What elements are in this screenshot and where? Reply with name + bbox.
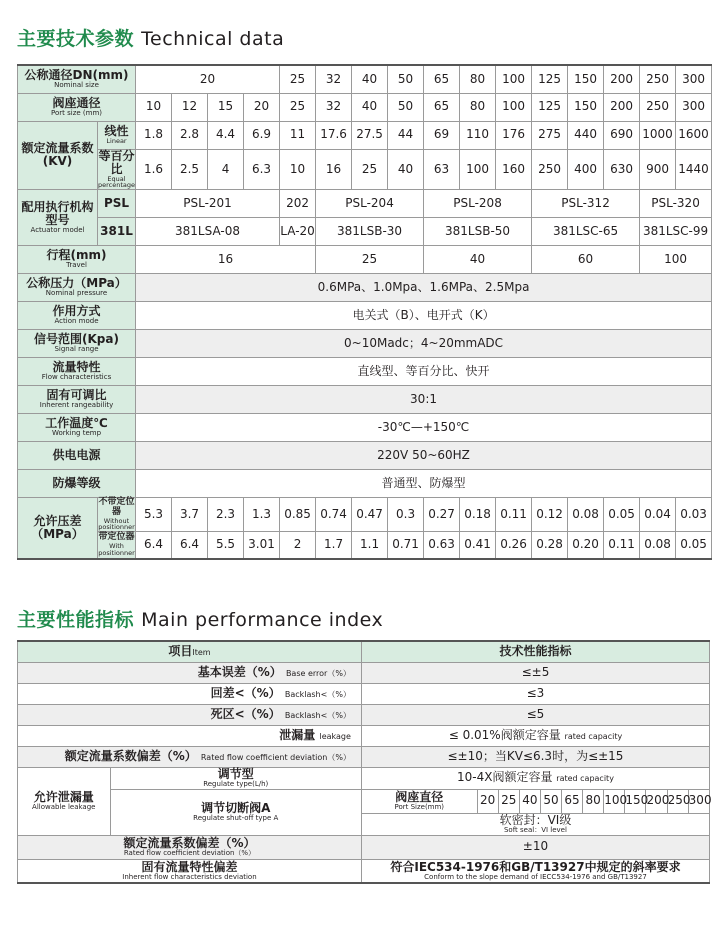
l381-row [18, 217, 712, 245]
port-cell: 125 [532, 93, 568, 121]
without-cell: 0.18 [460, 497, 496, 531]
actuator-label: 配用执行机构型号 Actuator model [18, 189, 98, 245]
linear-cell: 69 [424, 121, 460, 149]
seat-cell: 300 [688, 789, 709, 813]
perf-label: 基本误差（%） Base error（%） [18, 662, 362, 683]
linear-cell: 1.8 [136, 121, 172, 149]
explosion-row [18, 469, 712, 497]
psl-cell: PSL-201 [136, 189, 280, 217]
without-cell: 0.04 [640, 497, 676, 531]
leakage-label: 允许泄漏量 Allowable leakage [18, 767, 111, 835]
with-label: 带定位器 With positionner [98, 531, 136, 559]
travel-row [18, 245, 712, 273]
seat-row [18, 789, 710, 813]
power-row [18, 441, 712, 469]
l381-cell: 381LSC-65 [532, 217, 640, 245]
perf-value: ≤5 [361, 704, 709, 725]
with-cell: 0.63 [424, 531, 460, 559]
dn-cell: 20 [136, 65, 280, 93]
inherent-flow-label: 固有流量特性偏差 Inherent flow characteristics deviation [18, 859, 362, 883]
without-cell: 5.3 [136, 497, 172, 531]
equal-cell: 40 [388, 149, 424, 189]
seat-cell: 150 [625, 789, 646, 813]
equal-cell: 25 [352, 149, 388, 189]
rated-flow-row [18, 835, 710, 859]
temp-value: -30℃—+150℃ [136, 413, 712, 441]
equal-cell: 160 [496, 149, 532, 189]
temp-label: 工作温度℃ Working temp [18, 413, 136, 441]
header-spec: 技术性能指标 [361, 641, 709, 662]
dn-cell: 250 [640, 65, 676, 93]
port-cell: 50 [388, 93, 424, 121]
regulate-value: 10-4X阀额定容量 rated capacity [361, 767, 709, 789]
linear-cell: 2.8 [172, 121, 208, 149]
regulate-label: 调节型 Regulate type(L/h) [110, 767, 361, 789]
pressure-value: 0.6MPa、1.0Mpa、1.6MPa、2.5Mpa [136, 273, 712, 301]
with-cell: 0.11 [604, 531, 640, 559]
equal-cell: 6.3 [244, 149, 280, 189]
linear-cell: 176 [496, 121, 532, 149]
without-cell: 0.05 [604, 497, 640, 531]
equal-cell: 63 [424, 149, 460, 189]
signal-row [18, 329, 712, 357]
linear-cell: 690 [604, 121, 640, 149]
perf-value: ≤±10；当KV≤6.3时，为≤±15 [361, 746, 709, 767]
perf-label: 死区<（%） Backlash<（%） [18, 704, 362, 725]
with-cell: 5.5 [208, 531, 244, 559]
shutoff-label: 调节切断阀A Regulate shut-off type A [110, 789, 361, 835]
range-value: 30:1 [136, 385, 712, 413]
port-cell: 65 [424, 93, 460, 121]
dn-cell: 300 [676, 65, 712, 93]
linear-cell: 17.6 [316, 121, 352, 149]
inherent-flow-row [18, 859, 710, 883]
without-cell: 3.7 [172, 497, 208, 531]
dn-label: 公称通径DN(mm) Nominal size [18, 65, 136, 93]
psl-label: PSL [98, 189, 136, 217]
linear-cell: 275 [532, 121, 568, 149]
flow-row [18, 357, 712, 385]
without-positioner-row [18, 497, 712, 531]
perf-value: ≤ 0.01%阀额定容量 rated capacity [361, 725, 709, 746]
l381-cell: 381LSC-99 [640, 217, 712, 245]
explosion-value: 普通型、防爆型 [136, 469, 712, 497]
header-item: 项目Item [18, 641, 362, 662]
port-cell: 20 [244, 93, 280, 121]
without-cell: 0.11 [496, 497, 532, 531]
equal-cell: 630 [604, 149, 640, 189]
port-cell: 100 [496, 93, 532, 121]
equal-row [18, 149, 712, 189]
psl-cell: 202 [280, 189, 316, 217]
dn-cell: 40 [352, 65, 388, 93]
dn-row [18, 65, 712, 93]
temp-row [18, 413, 712, 441]
technical-data-table [17, 64, 712, 560]
equal-cell: 16 [316, 149, 352, 189]
dn-cell: 100 [496, 65, 532, 93]
perf-row [18, 683, 710, 704]
with-cell: 1.1 [352, 531, 388, 559]
without-cell: 0.27 [424, 497, 460, 531]
psl-cell: PSL-208 [424, 189, 532, 217]
perf-row [18, 725, 710, 746]
technical-data-title: 主要技术参数 Technical data [17, 28, 285, 50]
dn-cell: 125 [532, 65, 568, 93]
seat-cell: 250 [667, 789, 688, 813]
action-row [18, 301, 712, 329]
pressure-label: 公称压力（MPa） Nominal pressure [18, 273, 136, 301]
seat-cell: 200 [646, 789, 667, 813]
psl-cell: PSL-204 [316, 189, 424, 217]
linear-cell: 1000 [640, 121, 676, 149]
linear-cell: 11 [280, 121, 316, 149]
seat-label: 阀座直径 Port Size(mm) [361, 789, 477, 813]
rated-flow-label: 额定流量系数偏差（%） Rated flow coefficient deviation（%） [18, 835, 362, 859]
travel-cell: 100 [640, 245, 712, 273]
port-cell: 150 [568, 93, 604, 121]
flow-value: 直线型、等百分比、快开 [136, 357, 712, 385]
l381-cell: 381LSB-50 [424, 217, 532, 245]
linear-cell: 1600 [676, 121, 712, 149]
dn-cell: 150 [568, 65, 604, 93]
kv-label: 额定流量系数(KV) [18, 121, 98, 189]
performance-index-title: 主要性能指标 Main performance index [17, 609, 384, 631]
equal-cell: 900 [640, 149, 676, 189]
linear-label: 线性 Linear [98, 121, 136, 149]
action-value: 电关式（B）、电开式（K） [136, 301, 712, 329]
with-cell: 2 [280, 531, 316, 559]
seat-cell: 80 [583, 789, 604, 813]
travel-cell: 60 [532, 245, 640, 273]
without-label: 不带定位器 Without positionner [98, 496, 135, 532]
psl-cell: PSL-312 [532, 189, 640, 217]
perf-header-row [18, 641, 710, 662]
flow-label: 流量特性 Flow characteristics [18, 357, 136, 385]
equal-cell: 2.5 [172, 149, 208, 189]
perf-label: 泄漏量 leakage [18, 725, 362, 746]
with-cell: 0.08 [640, 531, 676, 559]
port-row [18, 93, 712, 121]
port-cell: 300 [676, 93, 712, 121]
dn-cell: 50 [388, 65, 424, 93]
without-cell: 0.3 [388, 497, 424, 531]
range-label: 固有可调比 Inherent rangeability [18, 385, 136, 413]
soft-seal-value: 软密封：VI级 Soft seal：VI level [361, 813, 709, 835]
inherent-flow-value: 符合IEC534-1976和GB/T13927中规定的斜率要求 Conform to the slope demand of IECC534-1976 and GB/T13927 [361, 859, 709, 883]
action-label: 作用方式 Action mode [18, 301, 136, 329]
linear-cell: 4.4 [208, 121, 244, 149]
travel-label: 行程(mm) Travel [18, 245, 136, 273]
psl-cell: PSL-320 [640, 189, 712, 217]
l381-label: 381L [98, 217, 136, 245]
seat-cell: 50 [540, 789, 561, 813]
port-label: 阀座通径 Port size (mm) [18, 93, 136, 121]
rated-flow-value: ±10 [361, 835, 709, 859]
perf-label: 额定流量系数偏差（%） Rated flow coefficient deviation（%） [18, 746, 362, 767]
without-cell: 0.08 [568, 497, 604, 531]
without-cell: 0.85 [280, 497, 316, 531]
seat-cell: 40 [519, 789, 540, 813]
linear-cell: 27.5 [352, 121, 388, 149]
port-cell: 25 [280, 93, 316, 121]
equal-cell: 100 [460, 149, 496, 189]
l381-cell: 381LSB-30 [316, 217, 424, 245]
equal-cell: 4 [208, 149, 244, 189]
with-cell: 0.20 [568, 531, 604, 559]
with-cell: 0.71 [388, 531, 424, 559]
equal-cell: 1.6 [136, 149, 172, 189]
pressure-diff-label: 允许压差（MPa） [18, 497, 98, 559]
perf-row [18, 662, 710, 683]
seat-cell: 100 [604, 789, 625, 813]
port-cell: 10 [136, 93, 172, 121]
with-cell: 1.7 [316, 531, 352, 559]
travel-cell: 16 [136, 245, 316, 273]
without-cell: 0.74 [316, 497, 352, 531]
regulate-row [18, 767, 710, 789]
without-cell: 1.3 [244, 497, 280, 531]
with-cell: 0.26 [496, 531, 532, 559]
without-cell: 0.47 [352, 497, 388, 531]
port-cell: 250 [640, 93, 676, 121]
perf-row [18, 704, 710, 725]
seat-cell: 20 [477, 789, 498, 813]
port-cell: 80 [460, 93, 496, 121]
port-cell: 200 [604, 93, 640, 121]
perf-label: 回差<（%） Backlash<（%） [18, 683, 362, 704]
without-cell: 0.12 [532, 497, 568, 531]
perf-value: ≤±5 [361, 662, 709, 683]
dn-cell: 80 [460, 65, 496, 93]
with-cell: 0.28 [532, 531, 568, 559]
perf-value: ≤3 [361, 683, 709, 704]
with-cell: 6.4 [136, 531, 172, 559]
with-cell: 6.4 [172, 531, 208, 559]
psl-row [18, 189, 712, 217]
port-cell: 12 [172, 93, 208, 121]
without-cell: 2.3 [208, 497, 244, 531]
power-label: 供电电源 [18, 441, 136, 469]
linear-cell: 44 [388, 121, 424, 149]
linear-cell: 110 [460, 121, 496, 149]
linear-cell: 440 [568, 121, 604, 149]
travel-cell: 40 [424, 245, 532, 273]
dn-cell: 32 [316, 65, 352, 93]
port-cell: 40 [352, 93, 388, 121]
power-value: 220V 50~60HZ [136, 441, 712, 469]
pressure-row [18, 273, 712, 301]
equal-cell: 1440 [676, 149, 712, 189]
equal-label: 等百分比 Equal percentage [98, 148, 136, 190]
signal-value: 0~10Madc；4~20mmADC [136, 329, 712, 357]
travel-cell: 25 [316, 245, 424, 273]
dn-cell: 25 [280, 65, 316, 93]
performance-table [17, 640, 710, 884]
linear-row [18, 121, 712, 149]
equal-cell: 10 [280, 149, 316, 189]
port-cell: 32 [316, 93, 352, 121]
seat-cell: 25 [498, 789, 519, 813]
dn-cell: 65 [424, 65, 460, 93]
signal-label: 信号范围(Kpa) Signal range [18, 329, 136, 357]
port-cell: 15 [208, 93, 244, 121]
with-positioner-row [18, 531, 712, 559]
with-cell: 3.01 [244, 531, 280, 559]
equal-cell: 400 [568, 149, 604, 189]
l381-cell: LA-20 [280, 217, 316, 245]
dn-cell: 200 [604, 65, 640, 93]
with-cell: 0.05 [676, 531, 712, 559]
linear-cell: 6.9 [244, 121, 280, 149]
without-cell: 0.03 [676, 497, 712, 531]
range-row [18, 385, 712, 413]
l381-cell: 381LSA-08 [136, 217, 280, 245]
seat-cell: 65 [562, 789, 583, 813]
with-cell: 0.41 [460, 531, 496, 559]
equal-cell: 250 [532, 149, 568, 189]
explosion-label: 防爆等级 [18, 469, 136, 497]
perf-row [18, 746, 710, 767]
